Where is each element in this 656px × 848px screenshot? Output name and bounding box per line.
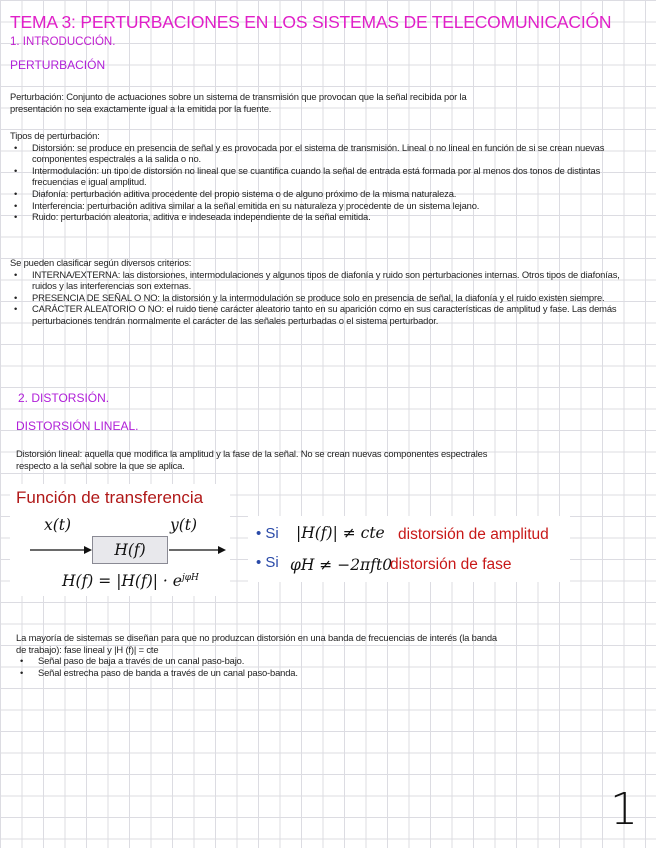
page-number: 1 [610,784,638,835]
phase-distortion-label: distorsión de fase [390,556,512,573]
input-signal-label: x(t) [44,516,72,534]
output-signal-label: y(t) [170,516,198,534]
condition-phase-math: φH ≠ −2πft0 [290,556,393,574]
input-arrow-head [84,546,92,554]
output-arrow-head [218,546,226,554]
types-block [10,130,622,223]
list-item: • Distorsión: se produce en presencia de señal y es provocada por el sistema de transmisión. Lineal o no lineal en función de si se crean nuevas componentes espectrales a la salida o no. [10,142,622,165]
list-item: • Diafonía: perturbación aditiva procedente del propio sistema o de alguno próximo de la misma naturaleza. [10,188,622,200]
distorsion-lineal-definition: Distorsión lineal: aquella que modifica la amplitud y la fase de la señal. No se crean nuevas componentes espectrales respecto a la señal sobre la que se aplica. [16,448,488,471]
list-item: • INTERNA/EXTERNA: las distorsiones, intermodulaciones y algunos tipos de diafonía y ruido son perturbaciones internas. Otros tipos de diafonías, ruidos y las interferencias son externas. [10,269,630,292]
list-item: • PRESENCIA DE SEÑAL O NO: la distorsión y la intermodulación se produce solo en presencia de señal, la diafonía y el ruido existen siempre. [10,292,630,304]
list-item: • Señal paso de baja a través de un canal paso-bajo. [16,655,630,667]
condition-phase-prefix: • Si [256,554,279,571]
list-item: • Ruido: perturbación aleatoria, aditiva e indeseada independiente de la señal emitida. [10,211,622,223]
subtitle-distorsion-lineal: DISTORSIÓN LINEAL. [16,419,139,433]
perturbacion-definition: Perturbación: Conjunto de actuaciones sobre un sistema de transmisión que provocan que la señal recibida por la presentación no sea exactamente igual a la emitida por la fuente. [10,91,467,114]
list-item: • Interferencia: perturbación aditiva similar a la señal emitida en su naturaleza y procedente de un sistema lejano. [10,200,622,212]
page-title: TEMA 3: PERTURBACIONES EN LOS SISTEMAS DE TELECOMUNICACIÓN [10,12,612,32]
amplitude-distortion-label: distorsión de amplitud [398,526,549,543]
list-item: • CARÁCTER ALEATORIO O NO: el ruido tiene carácter aleatorio tanto en su aparición como en sus características de amplitud y fase. Las demás perturbaciones tendrán normalmente el carácter de las señales perturbadas o el sistema perturbador. [10,303,630,326]
types-heading: Tipos de perturbación: [10,130,100,141]
transfer-function-block: H(f) [92,536,168,564]
condition-amplitude-prefix: • Si [256,525,279,542]
subtitle-perturbacion: PERTURBACIÓN [10,58,106,72]
figure-title: Función de transferencia [16,488,204,507]
list-item: • Intermodulación: un tipo de distorsión no lineal que se cuantifica cuando la señal de entrada está formada por al menos dos tonos de distintas frecuencias e igual amplitud. [10,165,622,188]
criteria-block [10,257,630,327]
condition-amplitude-math: |H(f)| ≠ cte [296,524,385,542]
list-item: • Señal estrecha paso de banda a través de un canal paso-banda. [16,667,630,679]
transfer-function-formula: $H(f) = |H(f)| \cdot e^{j\varphi H}$ [62,572,199,590]
section-heading-distorsion: 2. DISTORSIÓN. [18,391,110,405]
distortion-free-note: La mayoría de sistemas se diseñan para que no produzcan distorsión en una banda de frecuencias de interés (la banda de trabajo): fase lineal y |H (f)| = cte • Señal paso de baja a través de un canal paso-bajo. • Señal estrecha paso de banda a través de un canal paso-banda. [16,632,630,678]
criteria-heading: Se pueden clasificar según diversos criterios: [10,257,192,268]
section-heading-introduccion: 1. INTRODUCCIÓN. [10,36,116,48]
